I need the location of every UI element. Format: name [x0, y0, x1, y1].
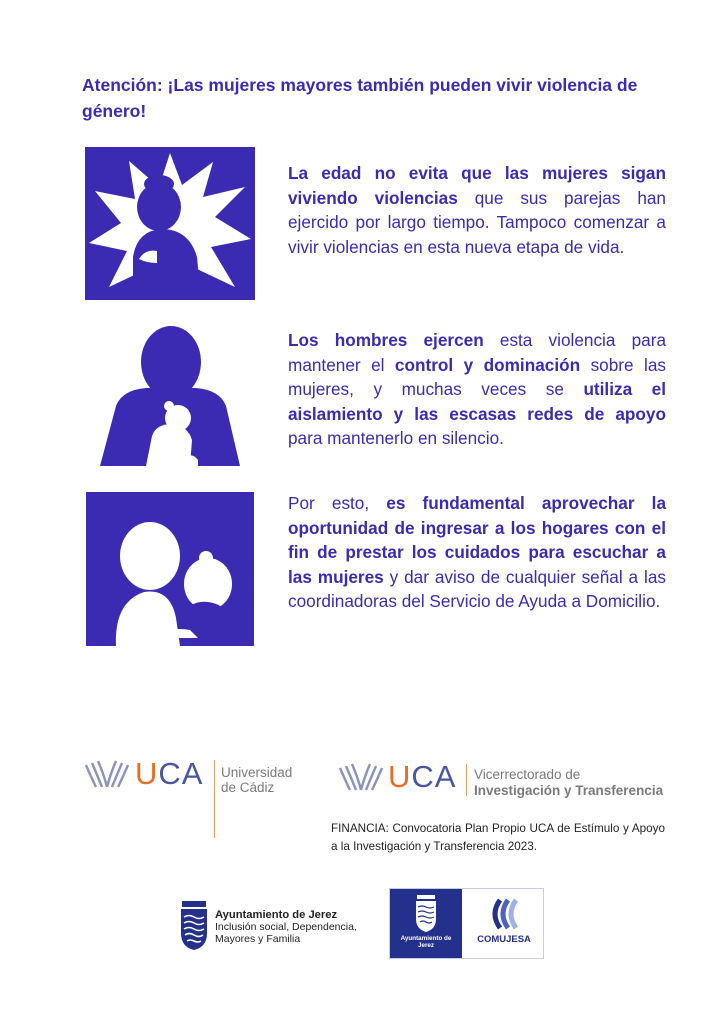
uca2-u: U — [388, 759, 412, 794]
p3-bold-1: es fundamental aprovechar la oportunidad de ingresar a los hogares con el fin de prestar los cuidados para escuchar a las mujeres — [288, 493, 667, 587]
ayuntamiento-line2: Mayores y Familia — [215, 933, 301, 945]
uca2-ca: CA — [411, 759, 457, 794]
paragraph-3 — [288, 491, 666, 614]
uca1-line1: Universidad — [221, 765, 293, 780]
uca1-ca: CA — [158, 756, 204, 791]
jerez-crest-icon — [178, 899, 210, 956]
uca1-u: U — [135, 756, 159, 791]
p2-bold-2: control y dominación — [394, 354, 581, 375]
ayto-blue-panel — [390, 889, 462, 958]
page-title: Atención: ¡Las mujeres mayores también pueden vivir violencia de género! — [82, 75, 638, 121]
p3-text-2: y dar aviso de cualquier señal a las coordinadoras del Servicio de Ayuda a Domicilio. — [288, 566, 666, 611]
comujesa-label: COMUJESA — [477, 934, 531, 945]
ayuntamiento-name: Ayuntamiento de Jerez — [215, 909, 338, 921]
ayuntamiento-line1: Inclusión social, Dependencia, — [215, 921, 357, 933]
p3-text-1: Por esto, — [288, 493, 387, 513]
helping-hand-silhouette-icon — [86, 492, 254, 646]
uca1-line2: de Cádiz — [221, 780, 275, 795]
uca-wave-icon-2 — [336, 760, 386, 799]
p2-text-2: sobre las mujeres, y muchas veces se — [288, 354, 667, 399]
p2-text-1: esta violencia para mantener el — [288, 330, 667, 375]
paragraph-2 — [288, 328, 666, 451]
comujesa-logo-box — [389, 888, 544, 959]
uca2-separator — [466, 764, 467, 796]
uca2-line1: Vicerrectorado de — [474, 767, 581, 782]
p1-bold-1: La edad no evita que las mujeres sigan viviendo violencias — [288, 163, 666, 208]
caregiver-silhouette-icon — [100, 320, 240, 466]
uca-logo-2 — [388, 759, 456, 795]
financia-note: FINANCIA: Convocatoria Plan Propio UCA de Estímulo y Apoyo a la Investigación y Transferencia 2023. — [331, 822, 665, 853]
uca-logo-1 — [135, 756, 203, 792]
box-ayto-label: Ayuntamiento de Jerez — [400, 935, 452, 949]
ayuntamiento-text — [215, 909, 357, 945]
p2-bold-1: Los hombres ejercen — [288, 330, 484, 350]
comujesa-wave-icon — [484, 897, 524, 931]
p2-text-3: para mantenerlo en silencio. — [288, 428, 504, 448]
uca2-line2: Investigación y Transferencia — [474, 783, 664, 798]
p2-bold-3: utiliza el aislamiento y las escasas redes de apoyo — [288, 379, 667, 424]
uca-wave-icon — [82, 757, 132, 796]
paragraph-1 — [288, 161, 666, 259]
uca2-subtitle — [474, 767, 663, 799]
p1-text-1: que sus parejas han ejercido por largo tiempo. Tampoco comenzar a vivir violencias en esta nueva etapa de vida. — [288, 187, 666, 257]
woman-portrait-starburst-icon — [85, 147, 255, 300]
uca1-separator — [214, 760, 215, 838]
uca1-subtitle — [221, 765, 292, 795]
